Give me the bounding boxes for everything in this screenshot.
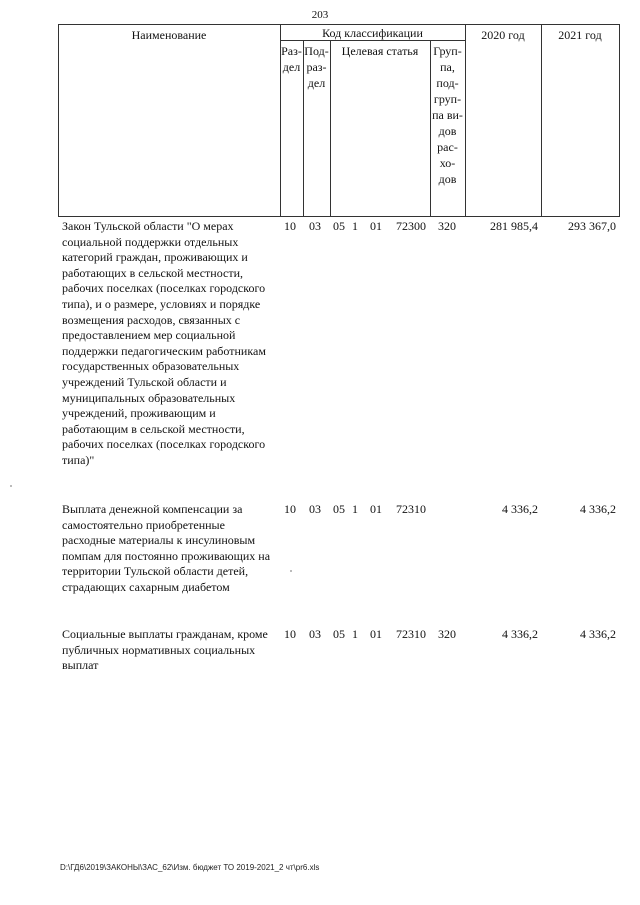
row-podrazdel: 03 <box>309 627 321 641</box>
scan-artifact <box>290 570 292 572</box>
row-target-1: 05 <box>333 219 345 233</box>
header-podrazdel: Под- раз- дел <box>304 44 329 90</box>
row-podrazdel: 03 <box>309 502 321 516</box>
header-gruppa: Груп- па, под- груп- па ви- дов рас- хо- дов <box>432 44 463 186</box>
header-code: Код классификации <box>322 26 423 40</box>
row-target-1: 05 <box>333 502 345 516</box>
row-2020: 281 985,4 <box>490 219 538 233</box>
row-2021: 4 336,2 <box>580 502 616 516</box>
row-target-4: 72310 <box>396 627 426 641</box>
page-number: 203 <box>311 9 329 21</box>
row-target-3: 01 <box>370 627 382 641</box>
scan-artifact <box>10 485 12 487</box>
row-target-4: 72310 <box>396 502 426 516</box>
row-gruppa: 320 <box>438 627 456 641</box>
row-target-3: 01 <box>370 219 382 233</box>
row-target-2: 1 <box>352 627 358 641</box>
header-2020: 2020 год <box>481 28 525 42</box>
row-target-4: 72300 <box>396 219 426 233</box>
header-razdel: Раз- дел <box>281 44 302 74</box>
row-razdel: 10 <box>284 627 296 641</box>
row-target-2: 1 <box>352 502 358 516</box>
row-target-3: 01 <box>370 502 382 516</box>
row-2020: 4 336,2 <box>502 627 538 641</box>
file-path-footer: D:\ГД6\2019\ЗАКОНЫ\ЗАС_62\Изм. бюджет ТО 2019-2021_2 чт\pr6.xls <box>60 863 320 872</box>
header-2021: 2021 год <box>558 28 602 42</box>
row-name: Закон Тульской области "О мерах социальной поддержки отдельных категорий граждан, проживающих и работающих в сельской местности, рабочих поселках (поселках городского типа), и о размере, условиях и порядке возмещения расходов, связанных с предоставлением мер социальной поддержки педагогическим работникам государственных образовательных учреждений Тульской области и муниципальных образовательных учреждений, проживающим и работающим в сельской местности, рабочих поселках (поселках городского типа)" <box>62 219 266 467</box>
row-target-2: 1 <box>352 219 358 233</box>
row-podrazdel: 03 <box>309 219 321 233</box>
row-2020: 4 336,2 <box>502 502 538 516</box>
row-name: Социальные выплаты гражданам, кроме публичных нормативных социальных выплат <box>62 627 268 673</box>
table-header <box>58 24 620 216</box>
row-gruppa: 320 <box>438 219 456 233</box>
header-celevaya: Целевая статья <box>341 44 419 58</box>
row-name: Выплата денежной компенсации за самостоятельно приобретенные расходные материалы к инсулиновым помпам для постоянно проживающих на территории Тульской области детей, страдающих сахарным диабетом <box>62 502 271 594</box>
row-razdel: 10 <box>284 502 296 516</box>
header-name: Наименование <box>131 28 207 42</box>
row-2021: 293 367,0 <box>568 219 616 233</box>
row-target-1: 05 <box>333 627 345 641</box>
row-razdel: 10 <box>284 219 296 233</box>
row-2021: 4 336,2 <box>580 627 616 641</box>
